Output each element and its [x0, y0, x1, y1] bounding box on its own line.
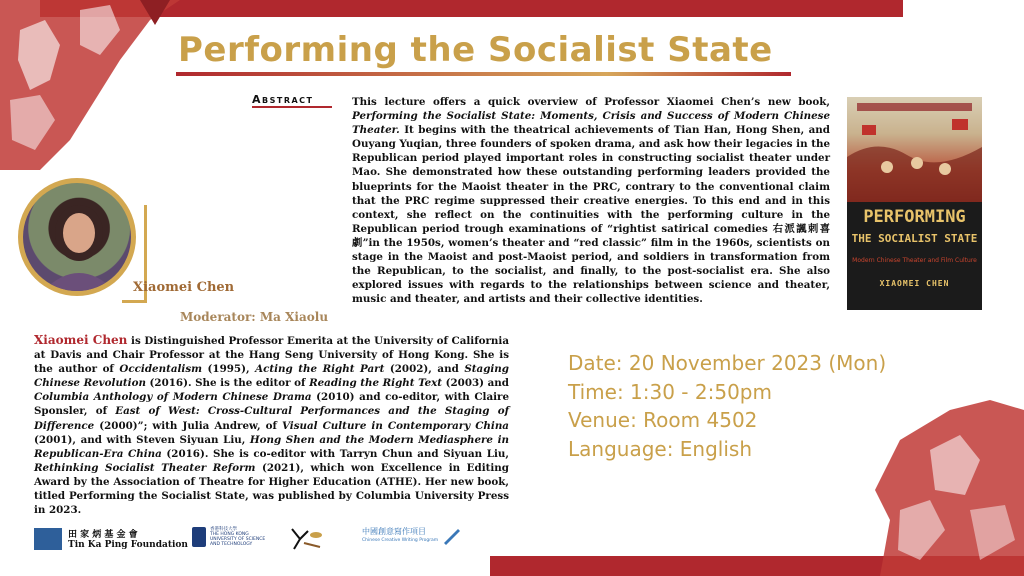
hkust-en3: AND TECHNOLOGY	[210, 542, 253, 547]
speaker-name: Xiaomei Chen	[133, 280, 235, 295]
logo-creative-writing	[362, 527, 462, 545]
event-language: Language: English	[568, 437, 753, 461]
propaganda-illustration-top-left	[0, 0, 180, 170]
book-cover-image	[847, 97, 982, 310]
ccwp-en: Chinese Creative Writing Program	[362, 538, 439, 543]
moderator-name: Moderator: Ma Xiaolu	[180, 310, 329, 324]
tin-ka-ping-cn: 田 家 炳 基 金 會	[68, 530, 138, 540]
page-title: Performing the Socialist State	[178, 30, 773, 70]
event-time: Time: 1:30 - 2:50pm	[568, 380, 772, 404]
event-venue: Venue: Room 4502	[568, 408, 758, 432]
book-cover-author: XIAOMEI CHEN	[879, 279, 950, 288]
pen-icon	[442, 527, 462, 545]
speaker-photo	[23, 183, 131, 291]
speaker-bio: Xiaomei Chen is Distinguished Professor Emerita at the University of California at Davis and Chair Professor at the Hang Seng University of Hong Kong. She is the author of Occidentalism (1995), Acting the Right Part (2002), and Staging Chinese Revolution (2016). She is the editor of Reading the Right Text (2003) and Columbia Anthology of Modern Chinese Drama (2010) and co-editor, with Claire Sponsler, of East of West: Cross-Cultural Performances and the Staging of Difference (2000)”; with Julia Andrew, of Visual Culture in Contemporary China (2001), and with Steven Siyuan Liu, Hong Shen and the Modern Mediasphere in Republican-Era China (2016). She is co-editor with Tarryn Chun and Siyuan Liu, Rethinking Socialist Theater Reform (2021), which won Excellence in Editing Award by the Association of Theatre for Higher Education (ATHE). Her new book, titled Performing the Socialist State, was published by Columbia University Press in 2023.	[34, 333, 509, 517]
abstract-label-underline	[252, 106, 332, 108]
abstract-label: Abstract	[252, 93, 314, 106]
propaganda-illustration-bottom-right	[870, 400, 1024, 576]
hkust-en2: UNIVERSITY OF SCIENCE	[210, 537, 266, 542]
theatre-mask-logo-icon	[286, 525, 326, 553]
abstract-text: This lecture offers a quick overview of Professor Xiaomei Chen’s new book, Performing the Socialist State: Moments, Crisis and Success of Modern Chinese Theater. It begins with the theatrical achievements of Tian Han, Hong Shen, and Ouyang Yuqian, three founders of spoken drama, and ask how their legacies in the Republican period played important roles in constructing socialist theater under Mao. She demonstrated how these outstanding performing leaders provided the blueprints for the Maoist theater in the PRC, contrary to the conventional claim that the PRC regime suppressed their creative energies. To this end and in this context, she reflect on the continuities with the performing culture in the Republican period trough examinations of “rightist satirical comedies 右派諷刺喜劇”in the 1950s, women’s theater and “red classic” film in the 1960s, scientists on stage in the Maoist and post-Maoist period, and soldiers in transformation from the Republican, to the socialist, and finally, to the post-socialist era. She also explored issues with regards to the relationships between science and theater, music and theater, and artists and their collective identities.	[352, 96, 830, 306]
book-cover-illustration	[847, 97, 982, 202]
book-cover-subtitle: THE SOCIALIST STATE	[851, 232, 978, 245]
book-cover-tagline: Modern Chinese Theater and Film Culture	[852, 257, 977, 264]
event-date: Date: 20 November 2023 (Mon)	[568, 351, 887, 375]
tin-ka-ping-logo-icon	[34, 528, 62, 550]
bio-speaker-name: Xiaomei Chen	[34, 333, 128, 347]
logo-tin-ka-ping	[34, 527, 188, 550]
tin-ka-ping-en: Tin Ka Ping Foundation	[68, 540, 188, 550]
book-cover-title: PERFORMING	[863, 207, 966, 227]
title-underline	[176, 72, 791, 76]
hkust-cn: 香港科技大學	[210, 527, 237, 532]
hkust-en1: THE HONG KONG	[210, 532, 249, 537]
hkust-logo-icon	[192, 527, 206, 547]
ccwp-cn: 中國創意寫作項目	[362, 527, 426, 536]
logo-hkust	[192, 527, 265, 547]
